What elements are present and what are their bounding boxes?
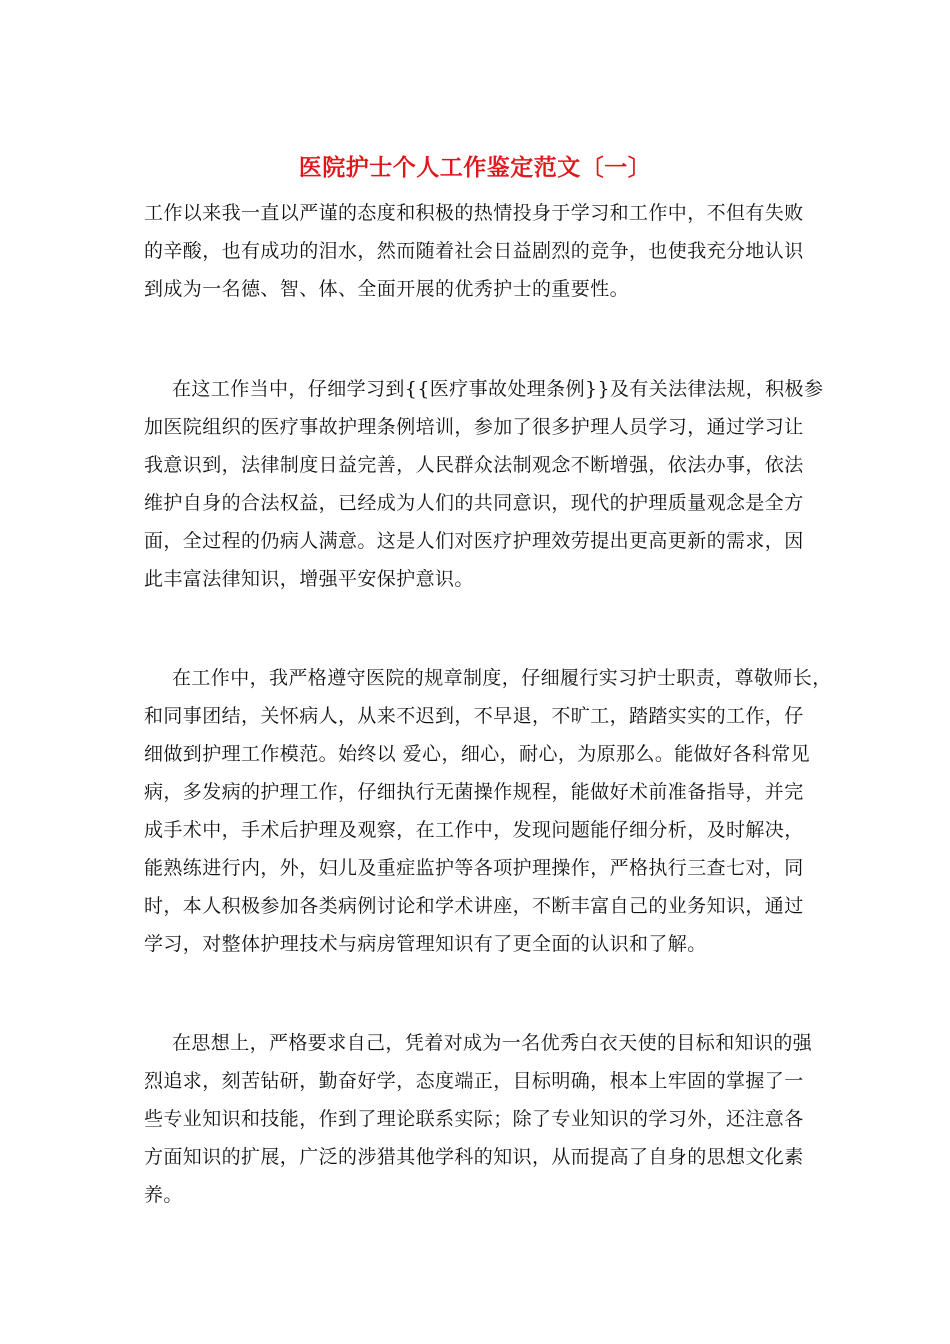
paragraph-line: 我意识到，法律制度日益完善，人民群众法制观念不断增强，依法办事，依法: [144, 454, 804, 476]
paragraph-line: 细做到护理工作模范。始终以 爱心，细心，耐心，为原那么。能做好各科常见: [144, 743, 811, 765]
paragraph-line: 时，本人积极参加各类病例讨论和学术讲座，不断丰富自己的业务知识，通过: [144, 895, 804, 917]
paragraph-line: 能熟练进行内，外，妇儿及重症监护等各项护理操作，严格执行三查七对，同: [144, 857, 804, 879]
paragraph-line: 工作以来我一直以严谨的态度和积极的热情投身于学习和工作中，不但有失败: [144, 202, 804, 224]
paragraph-line: 养。: [144, 1184, 183, 1206]
paragraph-line: 加医院组织的医疗事故护理条例培训，参加了很多护理人员学习，通过学习让: [144, 416, 804, 438]
paragraph-line: 此丰富法律知识，增强平安保护意识。: [144, 568, 474, 590]
paragraph-line: 方面知识的扩展，广泛的涉猎其他学科的知识，从而提高了自身的思想文化素: [144, 1146, 804, 1168]
paragraph-line: 面，全过程的仍病人满意。这是人们对医疗护理效劳提出更高更新的需求，因: [144, 530, 804, 552]
paragraph-line: 到成为一名德、智、体、全面开展的优秀护士的重要性。: [144, 278, 630, 300]
paragraph-line: 在工作中，我严格遵守医院的规章制度，仔细履行实习护士职责，尊敬师长，: [172, 667, 832, 689]
paragraph-line: 的辛酸，也有成功的泪水，然而随着社会日益剧烈的竞争，也使我充分地认识: [144, 240, 804, 262]
paragraph-line: 成手术中，手术后护理及观察，在工作中，发现问题能仔细分析，及时解决，: [144, 819, 804, 841]
paragraph-line: 维护自身的合法权益，已经成为人们的共同意识，现代的护理质量观念是全方: [144, 492, 804, 514]
paragraph-line: 在思想上，严格要求自己，凭着对成为一名优秀白衣天使的目标和知识的强: [172, 1032, 813, 1054]
paragraph-line: 些专业知识和技能，作到了理论联系实际；除了专业知识的学习外，还注意各: [144, 1108, 804, 1130]
paragraph-1: [144, 194, 824, 308]
document-title: 医院护士个人工作鉴定范文〔一〕: [298, 154, 652, 181]
paragraph-4: [144, 1024, 824, 1214]
paragraph-line: 病，多发病的护理工作，仔细执行无菌操作规程，能做好术前准备指导，并完: [144, 781, 804, 803]
paragraph-2: [144, 370, 824, 598]
paragraph-line: 学习，对整体护理技术与病房管理知识有了更全面的认识和了解。: [144, 933, 707, 955]
paragraph-3: [144, 659, 832, 963]
paragraph-line: 在这工作当中，仔细学习到{{医疗事故处理条例}}及有关法律法规，积极参: [172, 378, 824, 400]
paragraph-line: 和同事团结，关怀病人，从来不迟到，不早退，不旷工，踏踏实实的工作，仔: [144, 705, 804, 727]
paragraph-line: 烈追求，刻苦钻研，勤奋好学，态度端正，目标明确，根本上牢固的掌握了一: [144, 1070, 804, 1092]
